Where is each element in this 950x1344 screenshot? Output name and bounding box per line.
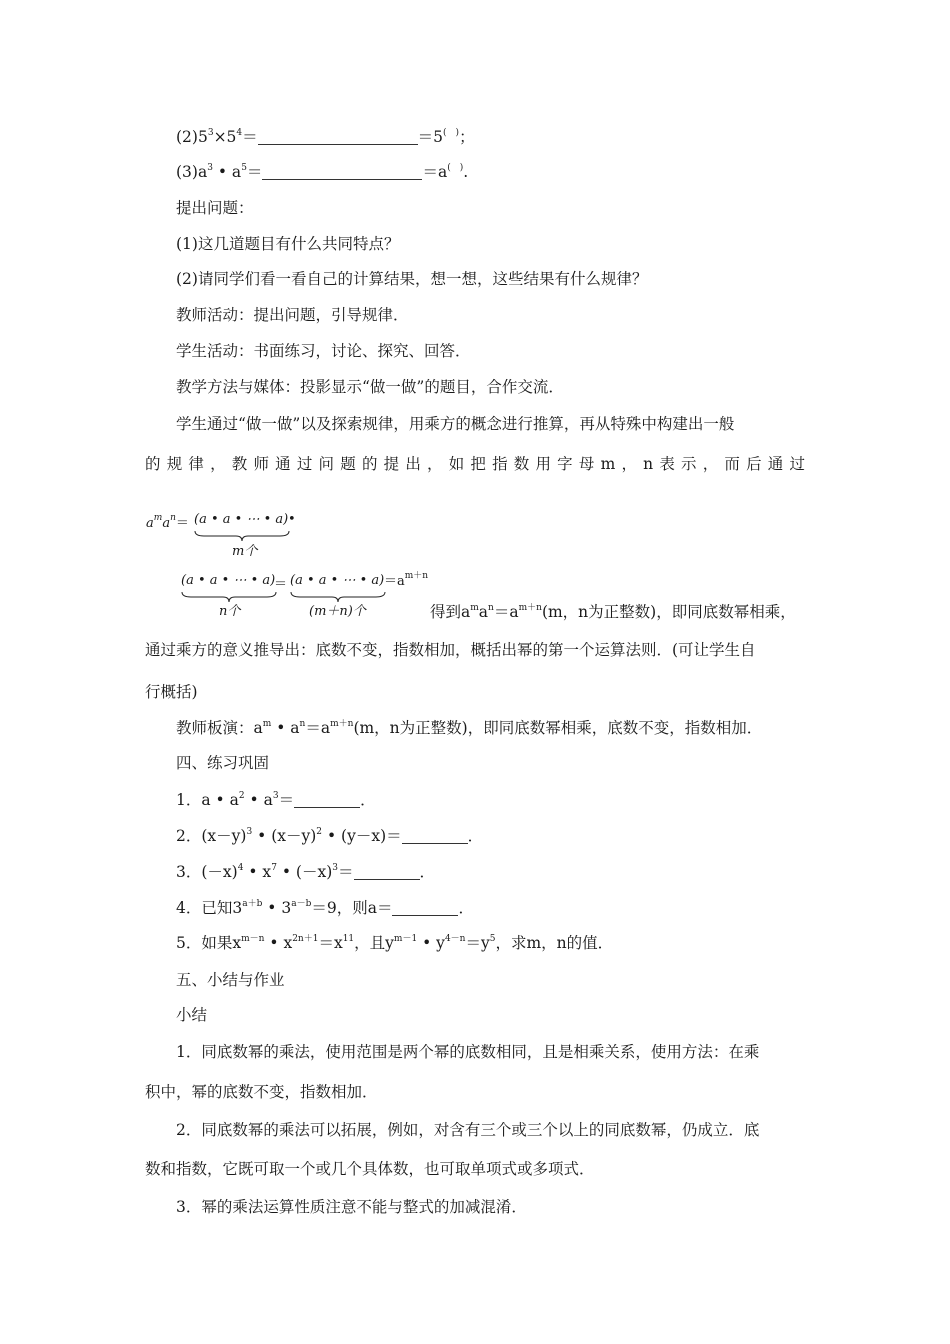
derive-line xyxy=(430,601,796,623)
board-exp: n xyxy=(299,719,306,729)
ex-text: ＝ xyxy=(338,863,354,881)
paragraph-line: 学生通过“做一做”以及探索规律，用乘方的概念进行推算，再从特殊中构建出一般 xyxy=(176,415,735,433)
summary-3-line-1: 3．幂的乘法运算性质注意不能与整式的加减混淆． xyxy=(176,1198,527,1216)
formula-lhs xyxy=(146,512,189,531)
q3-exp2: 5 xyxy=(241,163,247,173)
section-5-heading: 五、小结与作业 xyxy=(176,971,285,989)
board-exp: m＋n xyxy=(330,719,354,729)
q2-mid: ×5 xyxy=(213,128,237,146)
ex-exp: 4 xyxy=(237,863,244,873)
ex-text: • x xyxy=(264,934,293,952)
q2-result: ＝5 xyxy=(417,128,444,146)
teaching-method: 教学方法与媒体：投影显示“做一做”的题目，合作交流． xyxy=(176,378,564,396)
formula-exp-n: n xyxy=(170,513,176,523)
teacher-board xyxy=(176,717,762,739)
formula-exp-m: m xyxy=(153,513,163,523)
summary-heading: 小结 xyxy=(176,1006,208,1024)
ask-1: (1)这几道题目有什么共同特点？ xyxy=(176,235,400,253)
formula-result-exp: m＋n xyxy=(404,571,429,581)
ex-text: • a xyxy=(244,791,273,809)
ask-2: (2)请同学们看一看自己的计算结果，想一想，这些结果有什么规律？ xyxy=(176,270,648,288)
ex-text: ＝9，则a＝ xyxy=(311,899,393,917)
summary-2-line-2: 数和指数，它既可取一个或几个具体数，也可取单项式或多项式． xyxy=(145,1160,595,1178)
ask-title: 提出问题： xyxy=(176,199,254,217)
ex-exp: m－1 xyxy=(393,934,418,944)
derive-text: ＝a xyxy=(493,603,519,621)
ex-exp: 3 xyxy=(246,827,253,837)
answer-blank[interactable] xyxy=(262,165,422,180)
ex-text: ． xyxy=(458,899,474,917)
exercise-1 xyxy=(176,789,376,811)
ex-text: • y xyxy=(417,934,445,952)
ex-text: • (－x) xyxy=(276,863,333,881)
summary-1-line-1: 1．同底数幂的乘法，使用范围是两个幂的底数相同，且是相乘关系，使用方法：在乘 xyxy=(176,1043,760,1061)
derive-exp: m xyxy=(470,603,479,613)
formula-result-base: ＝a xyxy=(384,574,405,589)
q3-mid: • a xyxy=(212,163,242,181)
ex-text: ＝x xyxy=(318,934,343,952)
ex-text: 4．已知3 xyxy=(176,899,243,917)
ex-text: 2．(x－y) xyxy=(176,827,247,845)
answer-blank[interactable] xyxy=(392,901,458,916)
exercise-5 xyxy=(176,932,613,954)
board-text: • a xyxy=(271,719,300,737)
q3-paren: ( ) xyxy=(447,163,464,173)
formula-a: a xyxy=(162,516,171,531)
brace-n-label: n个 xyxy=(219,604,241,619)
ex-text: ． xyxy=(419,863,436,881)
ex-exp: 11 xyxy=(342,934,355,944)
formula-dot: • xyxy=(288,512,296,527)
ex-text: 3．(－x) xyxy=(176,863,238,881)
ex-exp: 4－n xyxy=(444,934,466,944)
q3-base: (3)a xyxy=(176,163,208,181)
exercise-4 xyxy=(176,897,474,919)
board-text: (m，n为正整数)，即同底数幂相乘，底数不变，指数相加． xyxy=(353,719,763,737)
teacher-activity: 教师活动：提出问题，引导规律． xyxy=(176,306,409,324)
ex-exp: a－b xyxy=(291,899,312,909)
derive-text: 得到a xyxy=(430,603,471,621)
answer-blank[interactable] xyxy=(294,793,360,808)
q2-base: (2)5 xyxy=(176,128,208,146)
ex-text: • 3 xyxy=(262,899,292,917)
ex-text: 1．a • a xyxy=(176,791,239,809)
paragraph-line: 的规律，教师通过问题的提出，如把指数用字母m，n表示，而后通过 xyxy=(145,455,805,473)
formula-eq: ＝ xyxy=(274,577,288,592)
derive-exp: m＋n xyxy=(518,603,542,613)
ex-text: ，求m，n的值． xyxy=(495,934,614,952)
ex-text: • (x－y) xyxy=(252,827,317,845)
summary-2-line-1: 2．同底数幂的乘法可以拓展，例如，对含有三个或三个以上的同底数幂，仍成立．底 xyxy=(176,1121,760,1139)
ex-text: • x xyxy=(243,863,272,881)
brace-mn-label: (m＋n)个 xyxy=(309,604,366,619)
derive-line-3: 行概括) xyxy=(145,683,198,701)
q3-result: ＝a xyxy=(422,163,448,181)
q3-exp1: 3 xyxy=(207,163,213,173)
answer-blank[interactable] xyxy=(258,130,418,145)
answer-blank[interactable] xyxy=(354,865,420,880)
derive-exp: n xyxy=(488,603,494,613)
student-activity: 学生活动：书面练习，讨论、探究、回答． xyxy=(176,342,471,360)
ex-text: ． xyxy=(467,827,484,845)
question-3 xyxy=(176,161,468,183)
formula-group-m: (a • a • ⋯ • a) xyxy=(194,512,289,527)
exercise-3 xyxy=(176,861,435,883)
ex-exp: m－n xyxy=(241,934,265,944)
q3-eq: ＝ xyxy=(246,163,263,181)
derive-text: (m，n为正整数)，即同底数幂相乘， xyxy=(541,603,796,621)
q2-exp2: 4 xyxy=(236,128,243,138)
ex-text: ＝ xyxy=(278,791,295,809)
ex-text: ． xyxy=(360,791,376,809)
formula-group-n: (a • a • ⋯ • a) xyxy=(181,573,276,588)
board-text: 教师板演：a xyxy=(176,719,263,737)
formula-eq: ＝ xyxy=(175,516,189,531)
q2-paren: ( ) xyxy=(443,128,460,138)
question-2 xyxy=(176,126,475,148)
ex-exp: 5 xyxy=(489,934,496,944)
ex-exp: 2 xyxy=(316,827,323,837)
ex-exp: 3 xyxy=(272,791,279,801)
ex-text: ＝y xyxy=(465,934,490,952)
section-4-heading: 四、练习巩固 xyxy=(176,754,270,772)
exercise-2 xyxy=(176,825,483,847)
q3-end: . xyxy=(463,163,469,181)
q2-end: ； xyxy=(459,128,475,146)
board-text: ＝a xyxy=(305,719,331,737)
board-exp: m xyxy=(262,719,272,729)
brace-m-label: m个 xyxy=(232,544,258,559)
derive-line-2: 通过乘方的意义推导出：底数不变，指数相加，概括出幂的第一个运算法则．(可让学生自 xyxy=(145,641,756,659)
formula-a: a xyxy=(146,516,154,531)
formula-group-mn: (a • a • ⋯ • a) xyxy=(290,573,385,588)
summary-1-line-2: 积中，幂的底数不变，指数相加． xyxy=(145,1083,378,1101)
answer-blank[interactable] xyxy=(402,829,468,844)
derive-text: a xyxy=(478,603,489,621)
ex-text: • (y－x)＝ xyxy=(322,827,402,845)
ex-exp: 3 xyxy=(332,863,338,873)
q2-eq: ＝ xyxy=(242,128,258,146)
ex-exp: a＋b xyxy=(242,899,263,909)
formula-result xyxy=(384,570,428,589)
ex-exp: 2 xyxy=(238,791,245,801)
ex-text: 5．如果x xyxy=(176,934,242,952)
ex-text: ，且y xyxy=(354,934,394,952)
ex-exp: 2n＋1 xyxy=(292,934,319,944)
ex-exp: 7 xyxy=(271,863,277,873)
q2-exp1: 3 xyxy=(207,128,214,138)
